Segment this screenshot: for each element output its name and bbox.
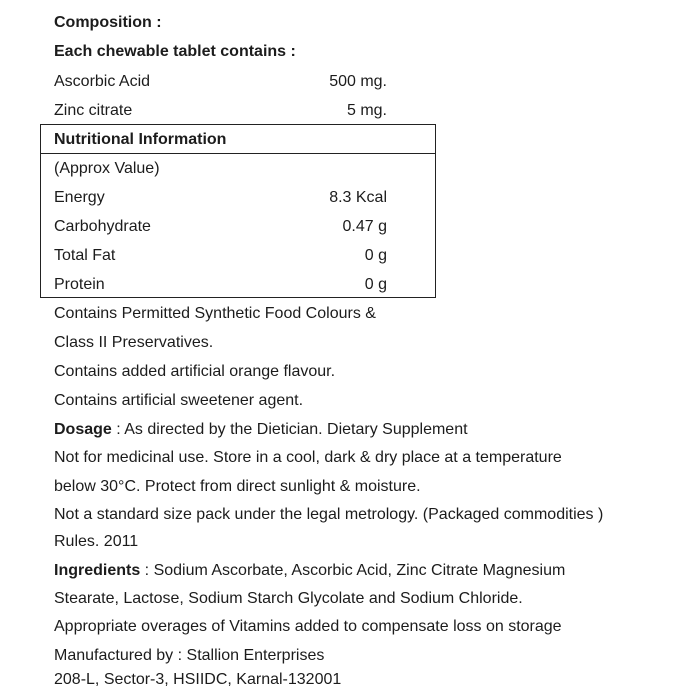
composition-row-name: Zinc citrate: [54, 102, 133, 119]
composition-row-amount: 5 mg.: [346, 102, 387, 119]
dosage-label: Dosage: [54, 421, 112, 438]
nutrition-table-border: [40, 124, 436, 298]
nutrition-row-name: Energy: [54, 189, 105, 206]
nutrition-row-name: Total Fat: [54, 247, 116, 264]
storage-line1: Not for medicinal use. Store in a cool, dark & dry place at a temperature: [54, 449, 562, 466]
colours-note-line1: Contains Permitted Synthetic Food Colours &: [54, 305, 376, 322]
nutrition-note: (Approx Value): [54, 160, 160, 177]
metrology-line1: Not a standard size pack under the legal metrology. (Packaged commodities ): [54, 506, 604, 523]
storage-line2: below 30°C. Protect from direct sunlight & moisture.: [54, 478, 421, 495]
dosage-line: [54, 420, 468, 440]
nutrition-table-divider: [40, 153, 436, 154]
sweetener-note: Contains artificial sweetener agent.: [54, 392, 304, 409]
nutrition-row-amount: 0 g: [364, 276, 387, 293]
overages-note: Appropriate overages of Vitamins added to compensate loss on storage: [54, 618, 562, 635]
nutrition-row-name: Protein: [54, 276, 105, 293]
nutrition-row-amount: 8.3 Kcal: [329, 189, 387, 206]
composition-subheading: Each chewable tablet contains :: [54, 43, 296, 60]
composition-heading: Composition :: [54, 14, 162, 31]
nutrition-row-amount: 0.47 g: [342, 218, 387, 235]
nutrition-row-name: Carbohydrate: [54, 218, 151, 235]
ingredients-line2: Stearate, Lactose, Sodium Starch Glycolate and Sodium Chloride.: [54, 590, 523, 607]
nutrition-heading: Nutritional Information: [54, 131, 227, 148]
manufacturer-line2: 208-L, Sector-3, HSIIDC, Karnal-132001: [54, 671, 342, 688]
ingredients-text: : Sodium Ascorbate, Ascorbic Acid, Zinc Citrate Magnesium: [140, 562, 566, 579]
composition-row-amount: 500 mg.: [329, 73, 387, 90]
colours-note-line2: Class II Preservatives.: [54, 334, 214, 351]
composition-row-name: Ascorbic Acid: [54, 73, 151, 90]
dosage-text: : As directed by the Dietician. Dietary Supplement: [111, 421, 468, 438]
ingredients-line1: [54, 561, 565, 581]
manufacturer-line1: Manufactured by : Stallion Enterprises: [54, 647, 325, 664]
metrology-line2: Rules. 2011: [54, 533, 139, 550]
flavour-note: Contains added artificial orange flavour.: [54, 363, 336, 380]
nutrition-row-amount: 0 g: [364, 247, 387, 264]
ingredients-label: Ingredients: [54, 562, 141, 579]
